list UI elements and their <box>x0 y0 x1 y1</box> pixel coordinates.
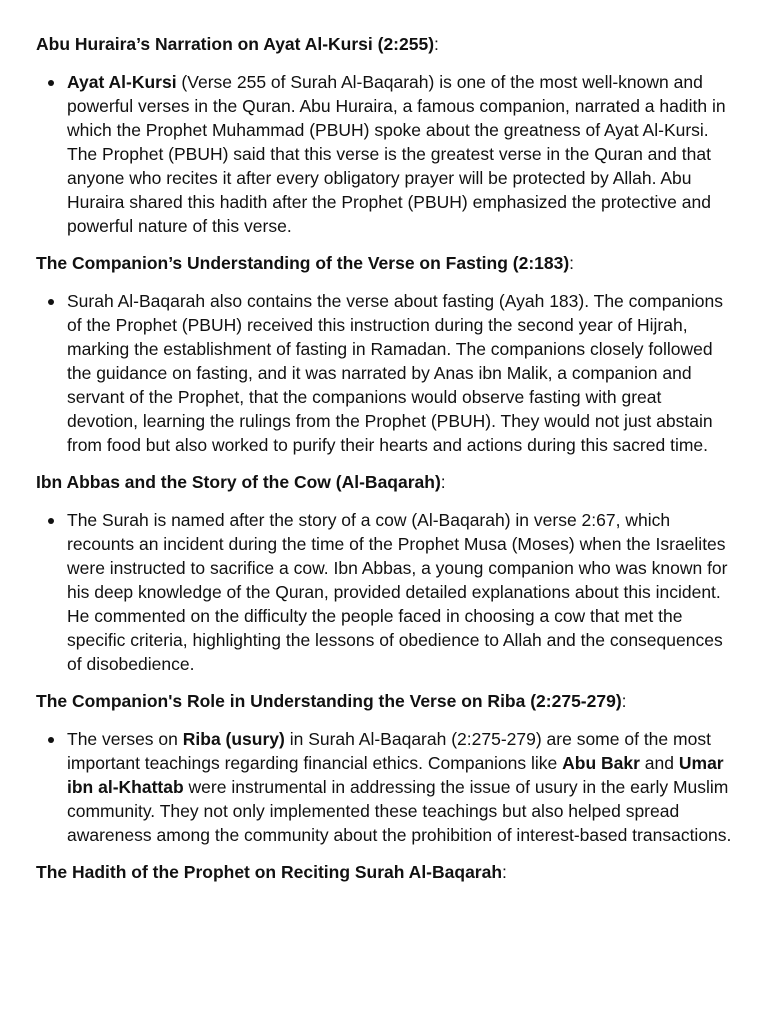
paragraph-text: in Surah Al-Baqarah (2:275-279) are some of the most important teachings regarding financial ethics. Companions like <box>67 729 711 773</box>
heading-text: The Hadith of the Prophet on Reciting Surah Al-Baqarah <box>36 862 503 882</box>
bullet-list <box>36 727 732 847</box>
bullet-list <box>36 289 732 457</box>
heading-colon: : <box>621 691 627 711</box>
paragraph-text: The Surah is named after the story of a cow (Al-Baqarah) in verse 2:67, which recounts an incident during the time of the Prophet Musa (Moses) when the Israelites were instructed to sacrifice a cow. Ibn Abbas, a young companion who was known for his deep knowledge of the Quran, provided detailed explanations about this incident. He commented on the difficulty the people faced in choosing a cow that met the specific criteria, highlighting the lessons of obedience to Allah and the consequences of disobedience. <box>67 510 728 674</box>
bold-term: Umar ibn al-Khattab <box>67 753 724 797</box>
paragraph-text: and <box>639 753 679 773</box>
bullet-item <box>36 727 732 847</box>
bullet-dot-icon <box>48 80 54 86</box>
section-heading-reciting-surah <box>36 860 732 884</box>
heading-colon: : <box>502 862 507 882</box>
section-heading-fasting <box>36 251 732 275</box>
heading-text: The Companion’s Understanding of the Verse on Fasting (2:183) <box>36 253 570 273</box>
bullet-list <box>36 70 732 238</box>
bullet-dot-icon <box>48 737 54 743</box>
heading-text: Ibn Abbas and the Story of the Cow (Al-Baqarah) <box>36 472 441 492</box>
heading-colon: : <box>434 34 439 54</box>
bullet-dot-icon <box>48 518 54 524</box>
bold-term: Abu Bakr <box>562 753 640 773</box>
section-heading-story-of-cow <box>36 470 732 494</box>
bullet-item <box>36 289 732 457</box>
paragraph-text: (Verse 255 of Surah Al-Baqarah) is one of the most well-known and powerful verses in the Quran. Abu Huraira, a famous companion, narrated a hadith in which the Prophet Muhammad (PBUH) spoke about the greatness of Ayat Al-Kursi. The Prophet (PBUH) said that this verse is the greatest verse in the Quran and that anyone who recites it after every obligatory prayer will be protected by Allah. Abu Huraira shared this hadith after the Prophet (PBUH) emphasized the protective and powerful nature of this verse. <box>67 72 726 236</box>
bold-term: Riba (usury) <box>182 729 285 749</box>
bullet-item <box>36 508 732 676</box>
section-heading-riba <box>36 689 732 713</box>
heading-colon: : <box>440 472 446 492</box>
paragraph-text: Surah Al-Baqarah also contains the verse about fasting (Ayah 183). The companions of the Prophet (PBUH) received this instruction during the second year of Hijrah, marking the establishment of fasting in Ramadan. The companions closely followed the guidance on fasting, and it was narrated by Anas ibn Malik, a companion and servant of the Prophet, that the companions would observe fasting with great devotion, learning the rulings from the Prophet (PBUH). They would not just abstain from food but also worked to purify their hearts and actions during this sacred time. <box>67 291 724 455</box>
heading-text: The Companion's Role in Understanding the Verse on Riba (2:275-279) <box>36 691 622 711</box>
bullet-item <box>36 70 732 238</box>
section-heading-ayat-al-kursi <box>36 32 732 56</box>
bullet-list <box>36 508 732 676</box>
bullet-dot-icon <box>48 299 54 305</box>
heading-text: Abu Huraira’s Narration on Ayat Al-Kursi (2:255) <box>36 34 435 54</box>
bold-term: Ayat Al-Kursi <box>67 72 177 92</box>
heading-colon: : <box>569 253 575 273</box>
paragraph-text: The verses on <box>67 729 183 749</box>
paragraph-text: were instrumental in addressing the issue of usury in the early Muslim community. They not only implemented these teachings but also helped spread awareness among the community about the prohibition of interest-based transactions. <box>67 777 732 845</box>
